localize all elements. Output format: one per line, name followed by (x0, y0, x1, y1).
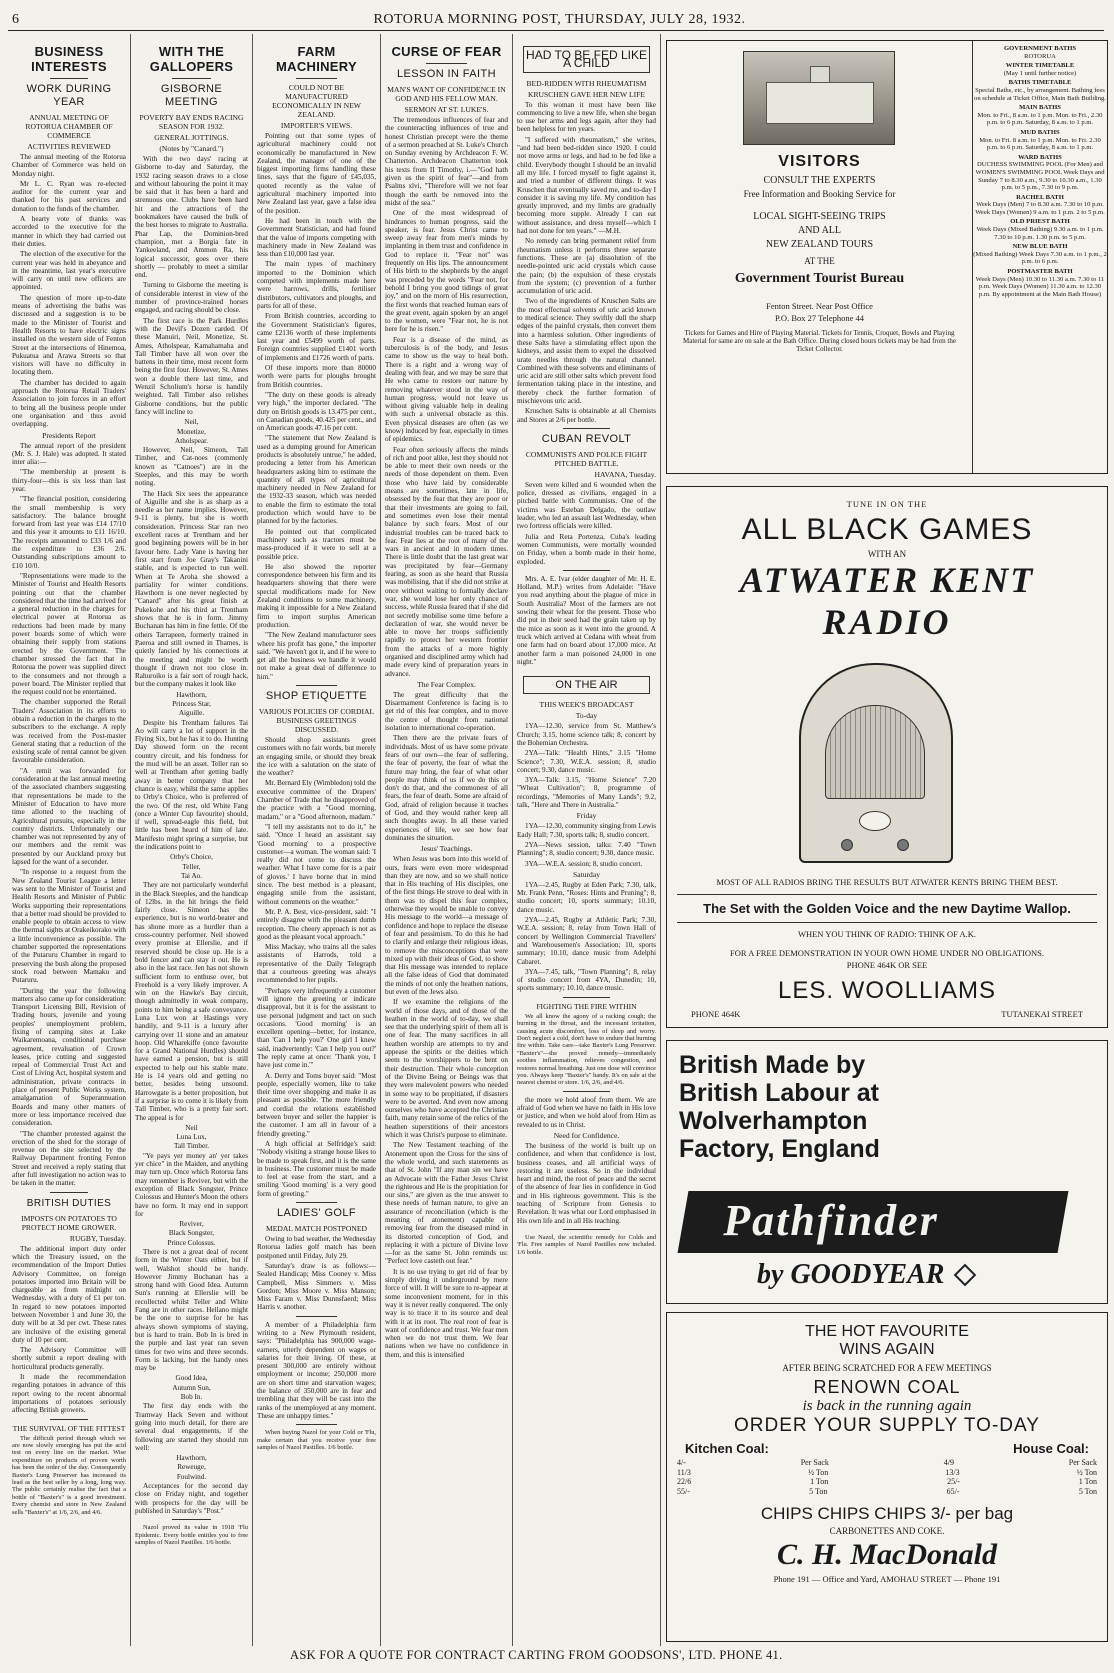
selection: Neil (185, 1123, 198, 1132)
paragraph: When Jesus was born into this world of ours, fears were even more widespread than they are now, and so we shall notice that in His teaching of His disciples, one of the first things He strove to deal with in them was to dispel this fear complex, otherwise they would be unable to convey His message to the world—a message of confidence and hope to replace the disease of fear and pessimism. To do this he had to clarify and enlarge their religious ideas, to remove the misconceptions that were mixed up with their ideas of God, to show that His message was intended to replace all the false ideas of God that dominated the minds of not only the heathen nations, but even of the Jews also. (385, 855, 508, 996)
selection: Atholspear. (175, 436, 208, 445)
visitors-title: VISITORS (778, 153, 861, 170)
paragraph: "Perhaps very infrequently a customer will ignore the greeting or indicate disapproval, but it is for the assistant to use personal judgment and tact on such occasions. 'Good morning' is an excellent opening—better, for instance, than 'Can I help you?' One girl I knew said, inadvertently: 'Can I help you out?' The reply came at once: 'Thank you, I have just come in.'" (257, 986, 376, 1070)
advert-note: Nazol proved its value in 1918 'Flu Epidemic. Every bottle entitles you to free samples of Nazol Pastilles. 1/6 bottle. (135, 1524, 248, 1547)
coal-price-cell: 55/- (677, 1486, 690, 1496)
paragraph: One of the most widespread of hindrances to human progress, said the speaker, is fear. Jesus Christ came to sweep away fear from men's minds by implanting in them trust and confidence in God to replace it. "Fear not" was frequently on His lips. The announcement of His birth to the shepherds by the angel was preceded by the words "Fear not, for behold I bring you good tidings of great joy," and on the morn of His resurrection, the first words that reached human ears of the great event, again spoken by an angel to the women, were "Fear not, he is not here for he is risen." (385, 209, 508, 334)
ad-text: FOR A FREE DEMONSTRATION IN YOUR OWN HOME UNDER NO OBLIGATIONS. PHONE 464K OR SEE (730, 948, 1044, 970)
paragraph: "In response to a request from the New Zealand Tourist League a letter was sent to the Minister of Tourist and Health Resorts and Minister of Public Works supporting their representations that a better road should be provided to enable people to obtain access to view the thermal sights at Orakeikorako with a little inconvenience as possible. The chamber supported the representations of the Putaruru Chamber in regard to preserving the bush along the proposed stock road between Mamaku and Putaruru. (12, 868, 126, 985)
selection: Hawthorn, (176, 1454, 207, 1463)
coal-price-row (667, 1477, 1107, 1487)
headline: FARM MACHINERY (276, 44, 357, 74)
headline: CUBAN REVOLT (541, 432, 632, 445)
paragraph: Fear is a disease of the mind, as tuberculosis is of the body, and Jesus came to show us the way to heal both. There is a right and a wrong way of dealing with fear, and we may be sure that He who came to restore our nature by removing whatever stood in the way of human progress, would not leave us without giving valuable help in dealing with such a universal obstacle as this. Even physical diseases are often (as we know) induced by fear, especially in times of epidemics. (385, 335, 508, 444)
paragraph: Despite his Trentham failures Tai Ao will carry a lot of support in the Flying Six, but he has it to do. Hunting Day showed form on the recent country circuit, and his fondness for the mud will be an asset. Teller ran so well at Trentham after getting badly away in better company that her chance is easy, whilst the same applies to Orby's Choice, who is preferred of the two. Of the rest, old White Fang (once a Winter Cup favourite) should, if well, spread-eagle this field, but little has been heard of him of late. Manifesto might spring a surprise, but the indications point to (135, 718, 248, 852)
column-rule (130, 34, 131, 1646)
column-curse-of-fear (385, 36, 508, 1640)
paragraph: "A remit was forwarded for consideration at the last annual meeting of the associated chambers suggesting that representations be made to the Minister of Education to have more time allotted to the teaching of Agricultural pursuits, especially in the country districts. Unfortunately our chamber was not represented by any of our members and the remit was presented by our Auckland proxy but lapsed for the want of a seconder. (12, 766, 126, 867)
paragraph: 1YA—12.30, community singing from Lewis Eady Hall; 7.30, sports talk; 8, studio concert. (517, 822, 656, 839)
ad-heading: NEW BLUE BATH (1012, 243, 1068, 251)
day-label: Saturday (573, 869, 600, 879)
paragraph: The question of more up-to-date means of advertising the baths was discussed and a suggestion is to be made to the Minister of Tourist and Health Resorts to have electric signs installed on the western side of Fenton Street at the intersections of Hinemoa, Pukuatua and Arawa Streets so that visitors will have no difficulty in locating them. (12, 293, 126, 377)
deck: KRUSCHEN GAVE HER NEW LIFE (527, 89, 645, 99)
coal-price-cell: 1 Ton (810, 1477, 829, 1486)
paragraph: The Hack Six sees the appearance of Aiguille and she is as sharp as a needle as her name implies. However, 9-11 is plenty, but she is worth consideration. Princess Star ran two excellent races at Trentham and her good beginning powers will be in her favour here. Lady Vane is having her first start from Joe Gray's Takanini stable, and is expected to run well. When at Te Aroha she showed a partiality for winter conditions. Hawthorn is one never neglected by "Canard" after his great finish at Pukekohe and his third at Trentham shows that he is in form. Jimmy Buchanan has him in fine fettle. Of the others Tarrapeen, formerly trained in Paeroa and still owned in Thames, is quietly fancied by his connections at the meeting and might be worth thought if drawn not too close in. Rahuroiko is a fair sort of rough hack, but the company makes it look like (135, 489, 248, 689)
headline: CURSE OF FEAR (391, 44, 502, 59)
ad-text: DUCHESS SWIMMING POOL (For Men) and WOMEN'S SWIMMING POOL Week Days and Sunday 7 to 8.30 a.m., 9.30 to 10.30 a.m., 1.30 p.m. to 5 p.m., 7.30 to 9 p.m. (975, 161, 1105, 192)
coal-price-cell: ½ Ton (1076, 1467, 1097, 1477)
paragraph: The New Testament teaching of the Atonement upon the Cross for the sins of the whole world, and such statements as that of St. John "If any man sin we have an Advocate with the Father Jesus Christ the righteous and He is the propitiation for our sins," are given as the true answer to these needs of human nature, to give an assurance of reconciliation (which is the meaning of atonement) capable of removing fear from the diseased mind in its distorted conception of God, and replacing it with a picture of Divine love—for as the same St. John reminds us: "Perfect love casteth out fear." (385, 1141, 508, 1266)
ad-text: Special Baths, etc., by arrangement. Bathing fees on schedule at Ticket Office, Main Bath Building. (974, 86, 1106, 102)
paragraph: 2YA—2.45, Rugby at Athletic Park; 7.30, W.E.A. session; 8, relay from Town Hall of concert by Wellington Commercial Travellers' and Warehousemen's Association; 10, sports summary; 10.10, dance music from Adelphi Cabaret. (517, 916, 656, 966)
coal-price-table (667, 1458, 1107, 1496)
selection: Tall Timber. (173, 1142, 210, 1151)
paragraph: The great difficulty that the Disarmament Conference is facing is to get rid of this fear complex, and to move the centre of thought from national isolation to international co-operation. (385, 690, 508, 733)
paragraph: Two of the ingredients of Kruschen Salts are the most effectual solvents of uric acid known to medical science. They swiftly dull the sharp edges of the painful crystals, then convert them into a harmless solution. Other ingredients of these Salts have a stimulating effect upon the kidneys, and assist them to expel the dissolved urate needles through the natural channel. Combined with these solvents and eliminants of uric acid are still other salts which prevent food fermentation taking place in the intestine, and thereby check the further formation of mischievous uric acid. (517, 297, 656, 405)
column-rule (512, 34, 513, 1646)
deck: MEDAL MATCH POSTPONED (266, 1224, 367, 1234)
coal-price-cell: 13/3 (945, 1467, 960, 1477)
paragraph: The chamber has decided to again approach the Rotorua Retail Traders' Association to join forces in an effort to bring all the business people under one organisation and thus avoid overlapping. (12, 378, 126, 429)
selection: Bob In. (180, 1393, 203, 1402)
paragraph: Mr. P. A. Best, vice-president, said: "I entirely disagree with the pleasant dumb reception. The cheery approach is not as good as the pleasant vocal approach." (257, 907, 376, 941)
paragraph: With the two days' racing at Gisborne to-day and Saturday, the 1932 racing season draws to a close and without labouring the point it may be said that it has been a hard and strenuous one. Clubs have been hard hit and the attractions of the bookmakers have caused the bulk of the best horses to migrate to Australia. Phar Lap, the Dominion-bred champion, met a Borgia fate in Yankeeland, and Ammon Ra, his logical successor, goes over there shortly — probably to meet a similar end. (135, 155, 248, 280)
visitors-panel (667, 41, 972, 473)
column-rule (252, 34, 253, 1646)
headline: SHOP ETIQUETTE (265, 690, 368, 702)
dealer-phone: PHONE 464K (691, 1009, 741, 1019)
coal-price-cell: 11/3 (677, 1467, 691, 1477)
column-rule (380, 34, 381, 1646)
paragraph: Pointing out that some types of agricultural machinery could not economically be manufactured in New Zealand, the manager of one of the biggest importing firms handling these lines, says that the figure of £45,035, quoted recently as the value of agricultural machinery imported into New Zealand last year, gave a false idea of the position. (257, 132, 376, 215)
selection: Tai Ao. (180, 871, 203, 880)
section-head: THE SURVIVAL OF THE FITTEST (12, 1423, 126, 1433)
subheadline: GISBORNE MEETING (160, 83, 223, 108)
ad-text: ROTORUA (1024, 52, 1056, 60)
coal-price-cell: Per Sack (1068, 1458, 1097, 1467)
ad-text: Week Days (Men) 7 to 8.30 a.m. 7.30 to 10 p.m. Week Days (Women) 9 a.m. to 1 p.m. 2 to 5 p.m. (975, 201, 1105, 216)
deck: POVERTY BAY ENDS RACING SEASON FOR 1932. (139, 113, 244, 131)
paragraph: The business of the world is built up on confidence, and when that confidence is lost, business ceases, and all artificial ways of restoring it are useless. So in the individual heart and mind, the root of peace and the secret of the absence of fear lies in confidence in God and in His righteous government. This is the teaching of Scripture from Genesis to Revelation. It was what our Lord emphasised in His own life and in all His teaching. (517, 1141, 656, 1225)
day-label: Friday (576, 811, 597, 821)
column-gallopers (135, 36, 248, 1640)
paragraph: He pointed out that complicated machinery such as tractors must be mass-produced if it were to sell at a possible price. (257, 527, 376, 561)
section-head: Presidents Report (42, 430, 96, 440)
deck: GENERAL JOTTINGS. (154, 133, 229, 142)
ad-text: Free Information and Booking Service for (743, 189, 896, 199)
paragraph: A. Derry and Toms buyer said: "Most people, especially women, like to take their time over shopping and make it as pleasant as possible. The more friendly and cordial the relations established between buyer and seller the happier is the customer. I am all in favour of a friendly greeting." (257, 1071, 376, 1138)
paragraph: 2YA—Talk: "Health Hints," 3.15 "Home Science"; 7.30, W.E.A. session; 8, studio concert; 9.30, dance music. (517, 749, 656, 774)
dateline: RUGBY, Tuesday. (69, 1233, 126, 1243)
paragraph: The election of the executive for the current year was held in abeyance and in the meantime, last year's executive will carry on until new officers are appointed. (12, 250, 126, 292)
newspaper-title: ROTORUA MORNING POST, THURSDAY, JULY 28, 1932. (373, 12, 746, 27)
paragraph: A high official at Selfridge's said: "Nobody visiting a strange house likes to be made to speak first, and it is the same in business. The customer must be made to feel at ease from the start, and a smiling 'Good morning' is a very good form of greeting." (257, 1139, 376, 1198)
ad-text: AND ALL (797, 225, 842, 236)
brand-name: ATWATER KENT (739, 560, 1035, 600)
ad-text: (Mixed Bathing) Week Days 7.30 a.m. to 1 p.m., 2 p.m. to 6 p.m. (973, 250, 1107, 266)
paragraph: 1YA—12.30, service from St. Matthew's Church; 3.15, home science talk; 8, concert by the Bohemian Orchestra. (517, 722, 656, 747)
paragraph: "I suffered with rheumatism," she writes, "and had been bed-ridden since 1920. I could not move arms or legs, and had to be fed like a child. Everybody thought I should be an invalid all my life. I forced myself to fight against it, and tried a number of different things. It was Kruschen that eventually saved me, and to-day I consider it is saving my life. My condition has greatly improved, and my limbs are gradually becoming more supple. Already I can eat without assistance, and dress myself—which I had not done for ten years." —M.H. (517, 135, 656, 236)
column-kruschen-cuba-radio (517, 36, 656, 1640)
selection: Foulwind. (176, 1472, 207, 1481)
paragraph: He also showed the reporter correspondence between his firm and its headquarters showing that there were special modifications made for New Zealand conditions to some machinery, making it impossible for a New Zealand firm to import surplus American production. (257, 562, 376, 629)
paragraph: "The duty on these goods is already very high," the importer declared. "The duty on British goods is 13.475 per cent., on Canadian goods, 40.425 per cent., and on American goods 47.16 per cent. (257, 390, 376, 433)
paragraph: Mr L. C. Ryan was re-elected auditor for the current year and thanked for his past services and donation to the funds of the chamber. (12, 179, 126, 213)
paragraph: Acceptances for the second day close on Friday night, and together with prospects for the day will be published in Saturday's "Post." (135, 1482, 248, 1515)
selection: Hawthorn, (176, 690, 207, 699)
tyre-brand: Pathfinder (723, 1196, 939, 1245)
ad-headline: Wolverhampton (679, 1107, 868, 1135)
paragraph: Then there are the private fears of individuals. Most of us have some private fears of our own—the fear of suffering, the fear of poverty, the fear of what the future may bring, the fear of what other people may think of us if we do this or don't do that, and the commonest of all fears, the fear of death. Some are afraid of God, afraid of religion because it teaches of God, and they would rather keep all such thoughts away. In all these varied experiences of life, we see how fear dominates the situation. (385, 734, 508, 842)
paragraph: 3YA—7.45, talk, "Town Planning"; 8, relay of studio concert from 4YA, Dunedin; 10, sports summary; 10.10, dance music. (517, 967, 656, 993)
bureau-name: Government Tourist Bureau (734, 271, 905, 286)
coal-price-cell: 22/6 (677, 1477, 692, 1486)
ad-text: (May 1 until further notice) (1003, 69, 1077, 77)
ad-text: Mon. to Fri., 8 a.m. to 1 p.m. Mon. to Fri., 2.30 p.m. to 6 p.m. Saturday, 8 a.m. to 1 p.m. (977, 111, 1103, 127)
ad-text: AT THE (804, 256, 835, 266)
paragraph: "The financial position, considering the small membership is very satisfactory. The balance brought forward from last year was £14 17/10 and this year it amounts to £11 16/10. The receipts amounted to £33 1/6 and the expenditure to £36 2/6. Outstanding subscriptions amount to £10 10/0. (12, 495, 126, 570)
ad-text: MOST OF ALL RADIOS BRING THE RESULTS BUT ATWATER KENTS BRING THEM BEST. (716, 877, 1058, 887)
building-photo (743, 51, 895, 145)
ad-heading: OLD PRIEST BATH (1010, 218, 1070, 226)
ad-headline: WINS AGAIN (839, 1341, 935, 1358)
paragraph: We all know the agony of a racking cough; the burning in the throat, and the incessant irritation, causing acute discomfort, loss of sleep and worry. Don't neglect a cold, don't have to endure that burning fire within. Take care—take Baxter's Lung Preserver. "Baxter's"—the proved remedy—immediately soothes inflammation, relieves congestion, and restores normal breathing. Just one dose will convince you. Always keep "Baxter's" handy. It's on sale at the nearest chemist or store. 1/6, 2/6, and 4/6. (517, 1012, 656, 1087)
subheadline: WORK DURING YEAR (26, 83, 112, 108)
paragraph: Fear often seriously affects the minds of rich and poor alike, lest they should not be able to meet their own needs or the needs of those dependent on them. Even those who have laid by considerable means are sometimes, late in life, obsessed by the fear that they are poor or that their investments are going to fail, and sometimes even lose their mental balance by such fears. Most of our industrial troubles can be traced back to fear. Fear lies at the root of many of the wars in ancient and in modern times. There is little doubt that the last great war was precipitated by fear—Germany fearing, as soon as she heard that Russia was mobilising, that if she did not strike at once without waiting to formally declare war, she would lose her only chance of success, while Russia feared that if she did not secretly mobilise some time before a declaration of war, she would never be able to move her troops sufficiently rapidly to protect her western frontier from the attacks of a more highly organised and disciplined army which had made every kind of preparation years in advance. (385, 445, 508, 678)
paragraph: They are not particularly wonderful in the Black Steeples, and the handicap of 12lbs. in the bit brings the field fairly close. Simeon has the experience, but is no world-beater and has shone more as a hurdler than a cross-country performer. Neil showed every promise at Ellerslie, and if reserved should be close up. He is a bold fencer and can stay it out. He is also in the last race. Jen has not shown sufficient form to enthuse over, but Freehold is a very likely improver. A win on the Hawke's Bay circuit, though admittedly in weak company, points to him being a safe conveyance. Luna Lux won at Hastings very handily, and 9-11 is a luxury after carrying over 11 stone and an amateur hoop. Old Wharekiffe (once favourite for a Grand National Hurdles) should have earned a pension, but is still expected to help out his stable mate. He is 14 years old and getting no better, besides being unsound. Harrowgate is a better proposition, but if a surprise is to come it is likely from Tall Timber, who is a pretty fair sort. The appeal is for (135, 881, 248, 1122)
dealer-name: LES. WOOLLIAMS (777, 977, 997, 1004)
footer-banner: ASK FOR A QUOTE FOR CONTRACT CARTING FROM GOODSONS', LTD. PHONE 41. (290, 1648, 783, 1662)
goodyear-logo: by GOODYEAR (757, 1259, 979, 1291)
coal-price-cell: 5 Ton (1078, 1486, 1097, 1496)
paragraph: Owing to bad weather, the Wednesday Rotorua ladies golf match has been postponed until Friday, July 29. (257, 1235, 376, 1260)
selection: Orby's Choice, (170, 853, 213, 862)
headline: BRITISH DUTIES (26, 1197, 112, 1209)
paragraph: "Representations were made to the Minister of Tourist and Health Resorts pointing out that the chamber considered that the time had arrived for a general reduction in the charges for electrical power at Rotorua as reductions had been made by many power boards some of which were obtaining their supply from stations erected by the Government. The chamber stressed the fact that in Rotorua the power was supplied direct to the consumers and not through a power board. The Minister replied that the request could not be entertained. (12, 571, 126, 697)
selection: Prince Colossus. (167, 1238, 216, 1247)
deck: IMPORTER'S VIEWS. (280, 121, 353, 130)
paragraph: Saturday's draw is as follows:— Sealed Handicap; Miss Cooney v. Miss Campbell, Miss Simmers v. Miss Gordon; Miss Moore v. Miss Manson; Miss Faram v. Miss Dunnsfaerd; Miss Harris v. another. (257, 1261, 376, 1312)
deck: VARIOUS POLICIES OF CORDIAL BUSINESS GREETINGS DISCUSSED. (258, 707, 375, 734)
deck: SERMON AT ST. LUKE'S. (404, 105, 489, 114)
selection: Neil, (184, 418, 199, 427)
ad-text: AFTER BEING SCRATCHED FOR A FEW MEETINGS (782, 1363, 992, 1373)
section-head: Jesus' Teachings. (420, 844, 473, 854)
paragraph: It made the recommendation regarding potatoes in advance of this report owing to the recent abnormal importations of potatoes seriously affecting British growers. (12, 1373, 126, 1415)
paragraph: "Ye pays yer money an' yer takes yer chice" in the Maiden, and anything may turn up. Once which Rotorua fans may remember is Reviver, but with the exception of Black Songster, Prince Colossus and Hunter's Moon the others have no form. It may end in support for (135, 1151, 248, 1218)
paragraph: Julia and Reta Portenza, Cuba's leading women Communists, were mortally wounded on Friday, when a bomb made in their home, exploded. (517, 532, 656, 566)
advert-renown-coal (666, 1312, 1108, 1642)
selection: Autumn Sun, (172, 1383, 211, 1392)
paragraph: To this woman it must have been like commencing to live a new life, when she began to use her arms and legs again, after they had been helpless for ten years. (517, 100, 656, 134)
coal-price-cell: ½ Ton (808, 1467, 829, 1477)
tyre-band (678, 1191, 1069, 1253)
selection: Black Songster, (168, 1229, 215, 1238)
headline: BUSINESS INTERESTS (31, 44, 107, 74)
paragraph: The first race is the Park Hurdles with the Devil's Dozen carded. Of these Manuiri, Neil, Monetize, St. Ames, Atholspear, Kamahamaha and Tall Timber have all won over the battens in their time, most recent form being the first four. However, St. Ames won a double there last time, and Wenzil Scholium's horse is handily weighted. Tall Timber also relishes Gisborne conditions, but the public fancy will incline to (135, 316, 248, 416)
paragraph: the more we hold aloof from them. We are afraid of God when we have no faith in His love or justice, and when we hold aloof from Him as revealed to us in Christ. (517, 1095, 656, 1129)
advert-goodyear-pathfinder (666, 1040, 1108, 1304)
deck: MAN'S WANT OF CONFIDENCE IN GOD AND HIS FELLOW MAN. (387, 85, 506, 103)
column-rule (660, 34, 661, 1646)
brand-name: RADIO (822, 602, 952, 642)
paragraph: Kruschen Salts is obtainable at all Chemists and Stores at 2/6 per bottle. (517, 407, 656, 424)
ad-heading: MAIN BATHS (1019, 104, 1061, 112)
paragraph: The main types of machinery imported to the Dominion which competed with implements made here were harrows, drills, fertiliser distributors, cultivators and ploughs, and parts for all of these. (257, 260, 376, 310)
ad-text: is back in the running again (802, 1398, 972, 1414)
advert-government-tourist-bureau (666, 40, 1108, 474)
ad-heading: GOVERNMENT BATHS (1003, 45, 1077, 52)
ad-heading: BATHS TIMETABLE (1008, 79, 1072, 87)
paragraph: The tremendous influences of fear and the counteracting influences of true and honest Christian precept were the theme of a sermon preached at St. Luke's Church on Sunday evening by Archdeacon F. W. Chatterton. Archdeacon Chatterton took his texts from II Timothy, i.—"God hath given us the spirit of fear"—and from Psalms xlvi, "Therefore will we not fear though the earth be removed into the midst of the sea." (385, 116, 508, 207)
headline: ON THE AIR (523, 676, 650, 694)
deck: COULD NOT BE MANUFACTURED ECONOMICALLY IN NEW ZEALAND. (272, 83, 361, 119)
paragraph: The annual meeting of the Rotorua Chamber of Commerce was held on Monday night. (12, 153, 126, 178)
ad-heading: RACHEL BATH (1016, 193, 1064, 201)
ad-text: WITH AN (867, 549, 907, 559)
house-coal-label: House Coal: (1013, 1441, 1089, 1456)
dateline: HAVANA, Tuesday. (594, 469, 656, 479)
paragraph: "The membership at present is thirty-four—this is six less than last year. (12, 468, 126, 493)
paragraph: Mr. Bernard Ely (Wimbledon) told the executive committee of the Drapers' Chamber of Trade that he disapproved of the practice with a "Good morning, madam," or a "Good afternoon, madam." (257, 779, 376, 821)
ad-headline: British Labour at (679, 1079, 880, 1107)
ad-heading: WINTER TIMETABLE (1005, 62, 1075, 70)
ad-heading: WARD BATHS (1018, 153, 1062, 161)
selection: Reweuge, (177, 1463, 206, 1472)
ad-headline: ALL BLACK GAMES (741, 513, 1033, 546)
ad-text: WHEN YOU THINK OF RADIO: THINK OF A.K. (797, 929, 977, 939)
paragraph: 2YA—News session, talks: 7.40 "Town Planning"; 8, studio concert; 9.30, dance music. (517, 840, 656, 858)
deck: COMMUNISTS AND POLICE FIGHT PITCHED BATTLE. (525, 449, 648, 468)
advert-note: When buying Nazol for your Cold or 'Flu, make certain that you receive your free samples of Nazol Pastilles. 1/6 bottle. (257, 1429, 376, 1452)
selection: Aiguille. (178, 709, 205, 718)
section-head: The Fear Complex. (417, 679, 476, 689)
coal-price-cell: 1 Ton (1078, 1477, 1097, 1486)
ad-headline: THE HOT FAVOURITE (805, 1323, 969, 1340)
coal-price-cell: 4/9 (943, 1458, 954, 1467)
paragraph: The additional import duty order which the Treasury issued, on the recommendation of the Import Duties Advisory Committee, on foreign potatoes imported into Britain will be chargeable as from midnight on Wednesday, with a duty of £1 per ton. In regard to new potatoes imported between November 1 and June 30, the duty will be at 3d per cwt. These rates are inclusive of the existing general duty of 10 per cent. (12, 1244, 126, 1344)
ad-text: Fenton Street. Near Post Office (766, 301, 873, 311)
ad-text: CONSULT THE EXPERTS (763, 175, 876, 186)
coal-brand: RENOWN COAL (813, 1377, 961, 1397)
coal-price-cell: 4/- (677, 1458, 686, 1467)
paragraph: The Advisory Committee will shortly submit a report dealing with horticultural products generally. (12, 1346, 126, 1371)
section-head: FIGHTING THE FIRE WITHIN (536, 1001, 637, 1011)
paragraph: If we examine the religions of the world of those days, and of those of the heathen in the world of to-day, we shall see that the underlying spirit of them all is one of fear. The many sacrifices in all heathen worship are attempts to try and appease the spirits or the deities which seem to the worshippers to be bent on their destruction. Their whole conception of the Divine Being or Beings was that they were malevolent powers who needed in some way to be propitiated, if disasters were to be averted. And even now among ourselves who have accepted the Christian faith, many retain some of the relics of the heathen superstitions of their ancestors which it was Christ's purpose to eliminate. (385, 998, 508, 1140)
ad-text: NEW ZEALAND TOURS (765, 239, 874, 250)
advert-headline: HAD TO BE FED LIKE A CHILD (523, 46, 650, 73)
ad-headline: British Made by (679, 1051, 866, 1079)
ad-text: TUNE IN ON THE (846, 499, 928, 509)
ad-heading: POSTMASTER BATH (1007, 268, 1073, 276)
paragraph: "The statement that New Zealand is used as a dumping ground for American products is absolutely untrue," he added, producing a letter from his American headquarters asking him to estimate the quantity of all types of agricultural machinery needed in New Zealand for the 1932-33 season, which was needed to enable the firm to estimate the total production which would have to be planned for by the factories. (257, 434, 376, 526)
ad-text: Tickets for Games and Hire of Playing Material. Tickets for Tennis, Croquet, Bowls and Playing Material for same are on sale at the Bath Office. During closed hours tickets may be had from the Ticket Collector. (683, 329, 956, 353)
paragraph: No remedy can bring permanent relief from rheumatism unless it performs three separate functions. These are (a) dissolution of the needle-pointed uric acid crystals which cause the pain; (b) the expulsion of these crystals from the system; (c) prevention of a further accumulation of uric acid. (517, 237, 656, 296)
coal-price-cell: 65/- (946, 1486, 960, 1496)
ad-text: CARBONETTES AND COKE. (829, 1526, 945, 1536)
baths-timetable (972, 41, 1107, 474)
coal-price-cell: 5 Ton (809, 1486, 828, 1496)
paragraph: "I tell my assistants not to do it," he said. "Once I heard an assistant say 'Good morning' to a prospective customer—a woman. The woman said: 'I really did not come to discuss the weather. What I have come for is a pair of gloves.' I have borne that in mind since. The best method is a pleasant, engaging smile from the assistant, without comments on the weather." (257, 822, 376, 906)
merchant-name: C. H. MacDonald (776, 1538, 998, 1571)
coal-price-cell: 25/- (947, 1477, 960, 1486)
ad-headline: Factory, England (679, 1135, 880, 1163)
deck: ACTIVITIES REVIEWED (27, 142, 111, 151)
chips-price: CHIPS CHIPS CHIPS 3/- per bag (760, 1504, 1014, 1523)
paragraph: Turning to Gisborne the meeting is of considerable interest in view of the number of province-trained horses engaged, and racing should be close. (135, 281, 248, 315)
deck: THIS WEEK'S BROADCAST (539, 700, 634, 710)
headline: LADIES' GOLF (276, 1207, 357, 1220)
paragraph: It is no use trying to get rid of fear by simply driving it underground by mere force of will. It will be sure to re-appear at some inconvenient moment, for in this way it is never really conquered. The only way is to trace it to its source and deal with it at its root. The real root of fear is want of confidence and trust. We fear men when we do not trust them. We fear nations when we have no confidence in them, and this is intensified (385, 1267, 508, 1359)
paragraph: 3YA—Talk: 3.15, "Home Science" 7.20 "Wheat Cultivation"; 8, programme of recordings, "Memories of Many Lands"; 9.2, talk, "Here and There in Australia." (517, 776, 656, 810)
advert-note: Use Nazol, the scientific remedy for Colds and 'Flu. Free samples of Nazol Pastilles now included. 1/6 bottle. (517, 1233, 656, 1256)
paragraph: From British countries, according to the Government Statistician's figures, came £2136 worth of these implements last year and £5499 worth of parts. Foreign countries supplied £1401 worth of implements and £1726 worth of parts. (257, 312, 376, 362)
advert-atwater-kent-radio (666, 486, 1108, 1028)
ad-slogan: The Set with the Golden Voice and the new Daytime Wallop. (703, 901, 1071, 916)
paragraph: "During the year the following matters also came up for consideration: Transport Licensing Bill, Revision of Trading hours, juvenile and young peoples' unemployment problem, fixing of camping sites at Lake Waikaremoana, conditional purchase agreement, revaluation of Crown leases, price cutting and suggested repeal of Commercial Trust Act and Cost of Living Act, hospital system and administration, private contracts in place of present Public Works system, amalgamation of Superannuation Boards and many other matters of more or less importance received due consideration. (12, 986, 126, 1128)
paragraph: 1YA—2.45, Rugby at Eden Park; 7.30, talk, Mr. Frank Penn, "Roses: Hints and Pruning"; 8, studio concert; 10, sports summary; 10.10, dance music. (517, 880, 656, 914)
ad-text: Week Days (Men) 10.30 to 11.30 a.m. 7.30 to 11 p.m. Week Days (Women) 11.30 a.m. to 12.30 p.m. By appointment at the Main Bath House) (975, 275, 1105, 298)
column-business-interests (12, 36, 126, 1640)
paragraph: The first day ends with the Tramway Hack Seven and without going into much detail, for there are several dual engagements, if the following are started they should run well: (135, 1402, 248, 1452)
selection: Good Idea, (175, 1374, 208, 1383)
coal-price-cell: Per Sack (800, 1458, 829, 1467)
ad-text: Week Days (Mixed Bathing) 9.30 a.m. to 1 p.m. 7.30 to 10 p.m. 1.30 p.m. to 5 p.m. (976, 226, 1104, 241)
selection: Teller, (182, 862, 201, 871)
paragraph: A hearty vote of thanks was accorded to the executive for the manner in which they had carried out their duties. (12, 215, 126, 248)
paragraph: "The New Zealand manufacturer sees where his profit has gone," the importer said. "We haven't got it, and if he were to get all the business we handle it would not make a great deal of difference to him." (257, 631, 376, 681)
paragraph: He had been in touch with the Government Statistician, and had found that the value of imports competing with machinery made in New Zealand was less than £10,000 last year. (257, 216, 376, 259)
paragraph: Seven were killed and 6 wounded when the police, dressed as civilians, engaged in a pitched battle with Communists. One of the victims was Esteban Delgado, the outlaw leader, who led an assault last Wednesday, when two fortress officials were killed. (517, 480, 656, 531)
ad-heading: MUD BATHS (1020, 128, 1060, 136)
deck: BED-RIDDEN WITH RHEUMATISM (526, 78, 647, 88)
paragraph: Should shop assistants greet customers with no fair words, but merely an engaging smile, or should they break the ice with a salutation on the state of the weather? (257, 736, 376, 778)
subheadline: LESSON IN FAITH (397, 68, 496, 80)
page-number: 6 (12, 12, 19, 27)
merchant-phone: Phone 191 — Office and Yard, AMOHAU STREET — Phone 191 (773, 1574, 1001, 1584)
masthead (8, 6, 1104, 31)
paragraph: The chamber supported the Retail Traders' Association in its efforts to obtain a reduction in the charges to the subscribers to the exchange. A reply was received from the Post-master General stating that a reduction of the existing scale of rental cannot be given favourable consideration. (12, 698, 126, 765)
column-farm-machinery (257, 36, 376, 1640)
byline: (Notes by "Canard.") (159, 144, 224, 153)
maker-name: GOODYEAR (790, 1259, 945, 1290)
selection: Luna Lux, (176, 1133, 207, 1142)
ad-headline: ORDER YOUR SUPPLY TO-DAY (734, 1415, 1040, 1436)
paragraph: A member of a Philadelphia firm writing to a New Plymouth resident, says: "Philadelphia has 900,000 wage-earners, utterly dependent on wages or salaries for their living. Of these, at present 300,000 are entirely without employment or income; 250,000 more are on short time and starvation wages; the balance of 350,000 are in fear and trembling that they will be cast into the ranks of the unemployed at any moment. These are unhappy times." (257, 1320, 376, 1420)
ad-text: Mon. to Fri. 8 a.m. to 1 p.m. Mon. to Fri. 2.30 p.m. to 6 p.m. Saturday, 8 a.m. to 1 p.m. (979, 136, 1101, 152)
ad-text: P.O. Box 27 Telephone 44 (775, 313, 864, 323)
coal-price-row (667, 1458, 1107, 1468)
paragraph: There is not a great deal of recent form in the Winter Oats either, but if well, Walshot should be handy. However Jimmy Buchanan has a strong hand with Good Idea. Autumn Sun's running at Ellerslie will be recollected whilst Teller and White Fang are in other races. Hellano might be the one to surprise for he has always shown symptoms of staying, but is hard to train. Bob In is bred in the purple and last year ran seven times for two wins and three seconds. Form is lacking, but the handy ones may be (135, 1248, 248, 1373)
radio-set-illustration (799, 663, 953, 863)
paragraph: Miss Mackay, who trains all the sales assistants of Harrods, told a representative of the Daily Telegraph that a courteous greeting was always recommended to her pupils. (257, 943, 376, 985)
goodyear-diamond-icon (954, 1264, 977, 1287)
paragraph: However, Neil, Simeon, Tall Timber, and Cat-noes (commonly known as "Catnoes") are in the Steeples, and this may be worth noting. (135, 446, 248, 488)
headline: WITH THE GALLOPERS (149, 44, 234, 74)
paragraph: "The chamber protested against the erection of the shed for the storage of revenue on the site selected by the Railway Department fronting Fenton Street and received a reply stating that after full investigation no action was to be taken in the matter. (12, 1129, 126, 1188)
selection: Reviver, (179, 1220, 204, 1229)
paragraph: 3YA—W.E.A. session; 8, studio concert. (525, 859, 643, 868)
kitchen-coal-label: Kitchen Coal: (685, 1441, 769, 1456)
deck: ANNUAL MEETING OF ROTORUA CHAMBER OF COMMERCE (25, 113, 113, 140)
section-head: Need for Confidence. (553, 1130, 620, 1140)
selection: Monetize, (177, 427, 206, 436)
coal-price-row (667, 1487, 1107, 1497)
paragraph: The annual report of the president (Mr. S. J. Hale) was adopted. It stated inter alia:— (12, 441, 126, 467)
paragraph: Mrs. A. E. Ivar (elder daughter of Mr. H. E. Holland, M.P.) writes from Adelaide: "Have you read anything about the plague of mice in South Australia? Most of the farmers are not sowing their wheat for the present. Those who did put in their seed had the grain taken up by the mice as soon as it went into the ground. A truck which arrived at Cedana with wheat from one farm had on board about 17,000 mice. At another farm a man poisoned 24,000 in one night." (517, 574, 656, 666)
paragraph: The difficult period through which we are now slowly emerging has put the acid test on every line on the market. Wise expenditure on products of proven worth has been the order of the day. Consequently Baxter's Lung Preserver has increased its lead as the best seller by a long, long way. The public certainly realise the fact that a bottle of "Baxter's" is a good investment. Every chemist and store in New Zealand sells "Baxter's" at 1/6, 2/6, and 4/6. (12, 1434, 126, 1516)
day-label: To-day (575, 711, 598, 721)
ad-text: LOCAL SIGHT-SEEING TRIPS (753, 211, 886, 222)
dealer-address: TUTANEKAI STREET (1001, 1009, 1083, 1019)
deck: IMPOSTS ON POTATOES TO PROTECT HOME GROWER. (21, 1213, 117, 1232)
coal-price-row (667, 1468, 1107, 1478)
paragraph: Of these imports more than 80000 worth were parts for ploughs brought from British countries. (257, 364, 376, 389)
selection: Princess Star, (172, 700, 211, 708)
